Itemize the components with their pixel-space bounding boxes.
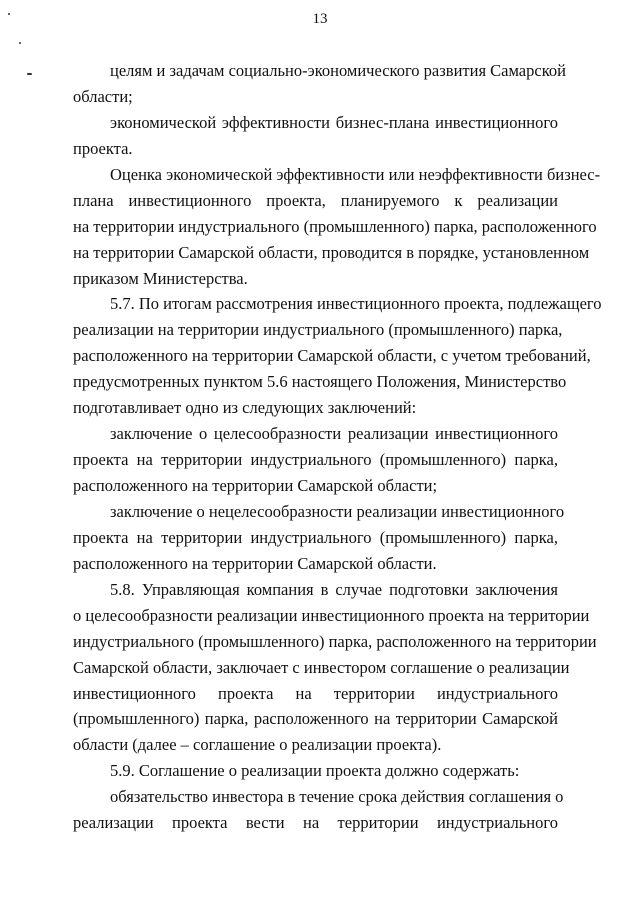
text-line: экономической эффективности бизнес-плана инвестиционного xyxy=(110,112,558,132)
text-line: заключение о нецелесообразности реализации инвестиционного xyxy=(110,501,565,521)
text-line: приказом Министерства. xyxy=(73,268,248,288)
text-line: 5.7. По итогам рассмотрения инвестиционного проекта, подлежащего xyxy=(110,294,602,314)
text-line: заключение о целесообразности реализации инвестиционного xyxy=(110,424,558,444)
text-line: проекта. xyxy=(73,138,133,158)
text-line: области; xyxy=(73,86,133,106)
text-line: расположенного на территории Самарской области, с учетом требований, xyxy=(73,346,591,366)
text-line: области (далее – соглашение о реализации проекта). xyxy=(73,735,442,755)
text-line: реализации проекта вести на территории индустриального xyxy=(73,813,558,833)
text-line: на территории индустриального (промышленного) парка, расположенного xyxy=(73,216,597,236)
text-line: плана инвестиционного проекта, планируемого к реализации xyxy=(73,190,558,210)
text-line: предусмотренных пунктом 5.6 настоящего Положения, Министерство xyxy=(73,372,567,392)
text-line: подготавливает одно из следующих заключений: xyxy=(73,398,417,418)
text-line: о целесообразности реализации инвестиционного проекта на территории xyxy=(73,605,590,625)
text-line: проекта на территории индустриального (промышленного) парка, xyxy=(73,450,558,470)
document-body xyxy=(73,58,602,836)
text-line: целям и задачам социально-экономического развития Самарской xyxy=(110,61,566,80)
scan-speck xyxy=(19,42,21,44)
text-line: Самарской области, заключает с инвестором соглашение о реализации xyxy=(73,657,570,677)
text-line: (промышленного) парка, расположенного на территории Самарской xyxy=(73,709,558,729)
text-line: инвестиционного проекта на территории индустриального xyxy=(73,683,558,703)
page-number: 13 xyxy=(312,11,328,27)
scan-speck xyxy=(27,73,32,75)
text-line: реализации на территории индустриального (промышленного) парка, xyxy=(73,320,563,340)
scan-speck xyxy=(8,13,10,15)
text-line: Оценка экономической эффективности или неэффективности бизнес- xyxy=(110,164,601,184)
text-line: обязательство инвестора в течение срока действия соглашения о xyxy=(110,787,564,807)
text-line: расположенного на территории Самарской области; xyxy=(73,476,438,495)
text-line: 5.9. Соглашение о реализации проекта должно содержать: xyxy=(110,761,520,781)
text-line: индустриального (промышленного) парка, расположенного на территории xyxy=(73,631,597,651)
text-line: на территории Самарской области, проводится в порядке, установленном xyxy=(73,242,590,262)
text-line: проекта на территории индустриального (промышленного) парка, xyxy=(73,527,558,547)
text-line: расположенного на территории Самарской области. xyxy=(73,553,437,573)
text-line: 5.8. Управляющая компания в случае подготовки заключения xyxy=(110,579,558,599)
